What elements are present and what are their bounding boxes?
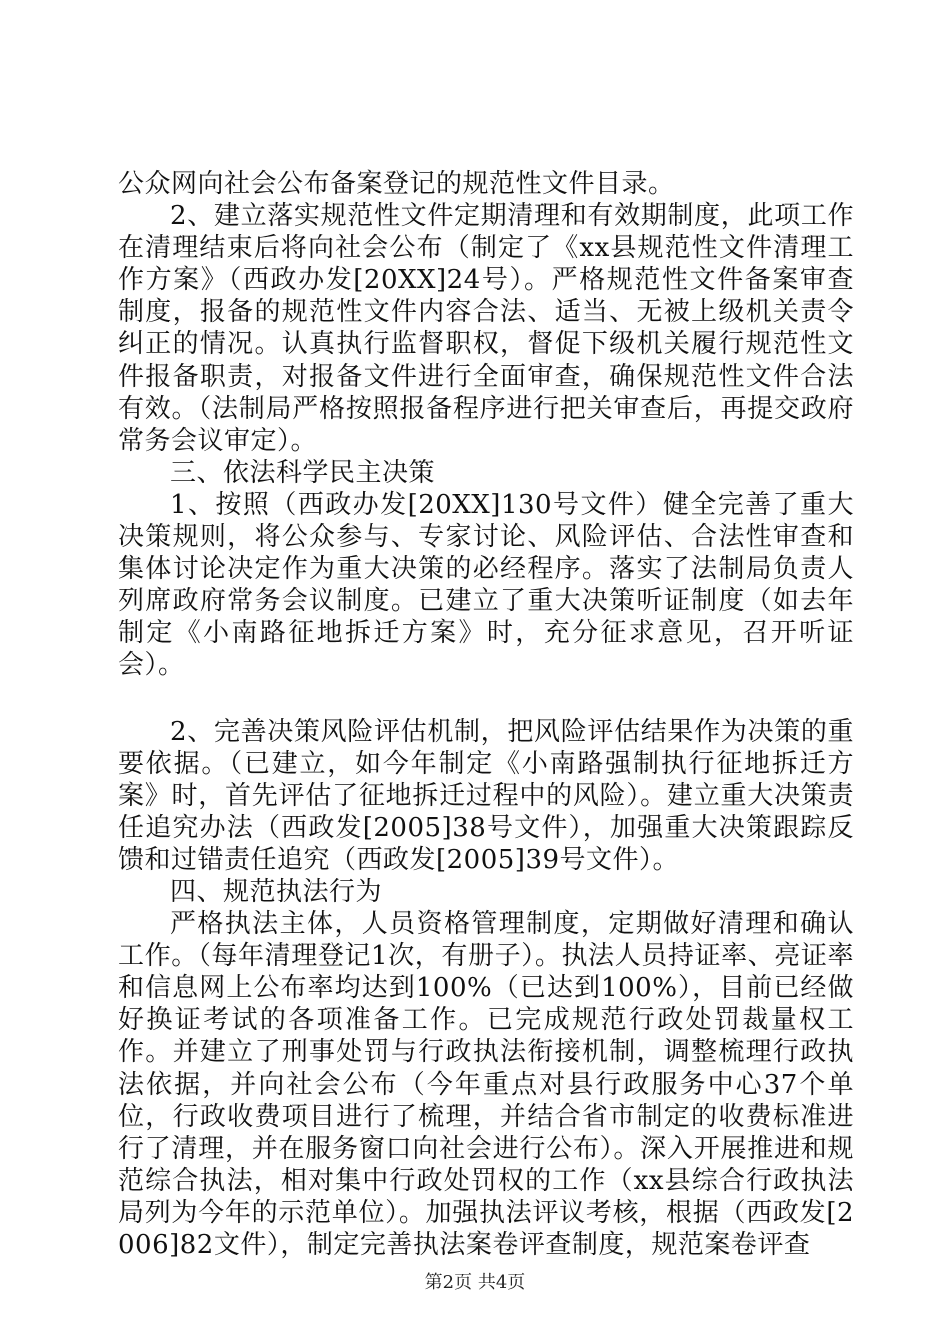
paragraph-2: 2、建立落实规范性文件定期清理和有效期制度，此项工作在清理结束后将向社会公布（制定了《xx县规范性文件清理工作方案》（西政办发[20XX]24号）。严格规范性文件备案审查制度，报备的规范性文件内容合法、适当、无被上级机关责令纠正的情况。认真执行监督职权，督促下级机关履行规范性文件报备职责，对报备文件进行全面审查，确保规范性文件合法有效。（法制局严格按照报备程序进行把关审查后，再提交政府常务会议审定）。 (118, 201, 854, 456)
paragraph-7: 严格执法主体，人员资格管理制度，定期做好清理和确认工作。（每年清理登记1次，有册子）。执法人员持证率、亮证率和信息网上公布率均达到100%（已达到100%），目前已经做好换证考试的各项准备工作。已完成规范行政处罚裁量权工作。并建立了刑事处罚与行政执法衔接机制，调整梳理行政执法依据，并向社会公布（今年重点对县行政服务中心37个单位，行政收费项目进行了梳理，并结合省市制定的收费标准进行了清理，并在服务窗口向社会进行公布）。深入开展推进和规范综合执法，相对集中行政处罚权的工作（xx县综合行政执法局列为今年的示范单位）。加强执法评议考核，根据（西政发[2006]82文件），制定完善执法案卷评查制度，规范案卷评查 (118, 909, 854, 1260)
section-heading-3: 三、依法科学民主决策 (170, 457, 436, 488)
paragraph-4: 1、按照（西政办发[20XX]130号文件）健全完善了重大决策规则，将公众参与、专家讨论、风险评估、合法性审查和集体讨论决定作为重大决策的必经程序。落实了法制局负责人列席政府常务会议制度。已建立了重大决策听证制度（如去年制定《小南路征地拆迁方案》时，充分征求意见，召开听证会）。 (118, 489, 854, 681)
section-heading-4: 四、规范执法行为 (170, 876, 383, 907)
paragraph-1: 公众网向社会公布备案登记的规范性文件目录。 (118, 169, 675, 199)
document-body (118, 168, 854, 1261)
paragraph-gap (118, 682, 854, 716)
paragraph-5: 2、完善决策风险评估机制，把风险评估结果作为决策的重要依据。（已建立，如今年制定《小南路强制执行征地拆迁方案》时，首先评估了征地拆迁过程中的风险）。建立重大决策责任追究办法（西政发[2005]38号文件），加强重大决策跟踪反馈和过错责任追究（西政发[2005]39号文件）。 (118, 716, 854, 875)
page-footer: 第2页 共4页 (424, 1272, 526, 1293)
